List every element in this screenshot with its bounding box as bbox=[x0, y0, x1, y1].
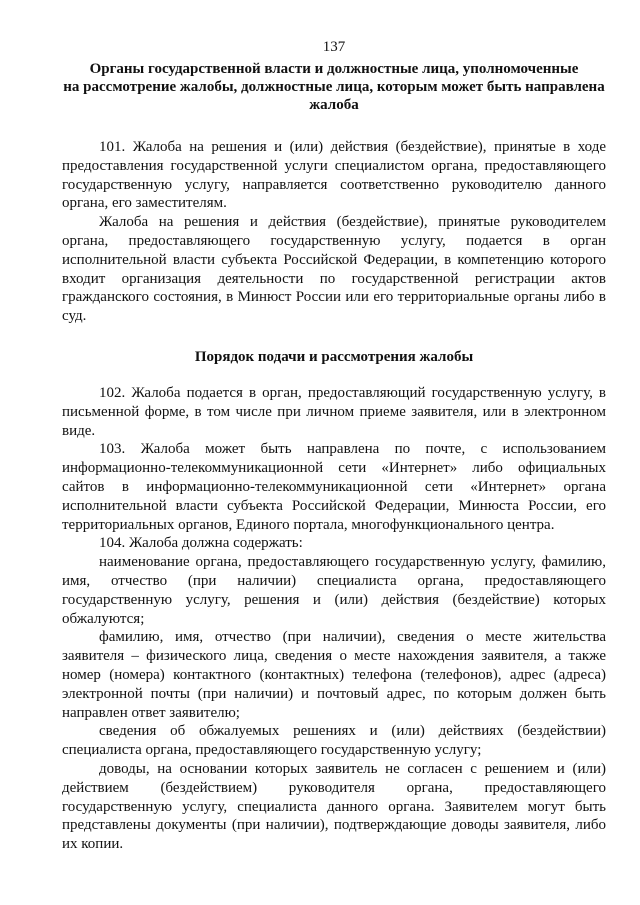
paragraph-104-item-organ: наименование органа, предоставляющего государственную услугу, фамилию, имя, отчество (при наличии) специалиста органа, предоставляющего государственную услугу, решения и (или) действия (бездействие) которых обжалуются; bbox=[62, 554, 606, 627]
heading-line: Органы государственной власти и должностные лица, уполномоченные bbox=[89, 61, 579, 77]
section-heading bbox=[62, 60, 606, 114]
paragraph-103: 103. Жалоба может быть направлена по почте, с использованием информационно-телекоммуникационной сети «Интернет» либо официальных сайтов в информационно-телекоммуникационной сети «Интернет» органа исполнительной власти субъекта Российской Федерации, Минюста России, его территориальных органов, Единого портала, многофункционального центра. bbox=[62, 441, 606, 533]
paragraph-102: 102. Жалоба подается в орган, предоставляющий государственную услугу, в письменной форме, в том числе при личном приеме заявителя, или в электронном виде. bbox=[62, 384, 606, 439]
paragraph-104-item-decisions: сведения об обжалуемых решениях и (или) действиях (бездействии) специалиста органа, предоставляющего государственную услугу; bbox=[62, 723, 606, 759]
paragraph-104: 104. Жалоба должна содержать: bbox=[99, 535, 303, 552]
paragraph-104-item-arguments: доводы, на основании которых заявитель не согласен с решением и (или) действием (бездействием) руководителя органа, предоставляющего государственную услугу, специалиста данного органа. Заявителем могут быть представлены документы (при наличии), подтверждающие доводы заявителя, либо их копии. bbox=[62, 760, 606, 853]
section-title-procedure: Порядок подачи и рассмотрения жалобы bbox=[194, 348, 474, 365]
heading-line: на рассмотрение жалобы, должностные лица, которым может быть направлена bbox=[63, 79, 605, 95]
paragraph-104-item-applicant: фамилию, имя, отчество (при наличии), сведения о месте жительства заявителя – физического лица, сведения о месте нахождения заявителя, а также номер (номера) контактного (контактных) телефона (телефонов), адрес (адреса) электронной почты (при наличии) и почтовый адрес, по которым должен быть направлен ответ заявителю; bbox=[62, 629, 606, 721]
heading-line: жалоба bbox=[309, 97, 359, 113]
page-number: 137 bbox=[322, 39, 346, 55]
paragraph-101: 101. Жалоба на решения и (или) действия (бездействие), принятые в ходе предоставления государственной услуги специалистом органа, предоставляющего государственную услугу, направляется соответственно руководителю данного органа, его заместителям. bbox=[62, 139, 606, 212]
paragraph-complaint-against-head: Жалоба на решения и действия (бездействие), принятые руководителем органа, предоставляющего государственную услугу, подается в орган исполнительной власти субъекта Российской Федерации, в компетенцию которого входит организация деятельности по государственной регистрации актов гражданского состояния, в Минюст России или его территориальные органы либо в суд. bbox=[62, 214, 606, 325]
